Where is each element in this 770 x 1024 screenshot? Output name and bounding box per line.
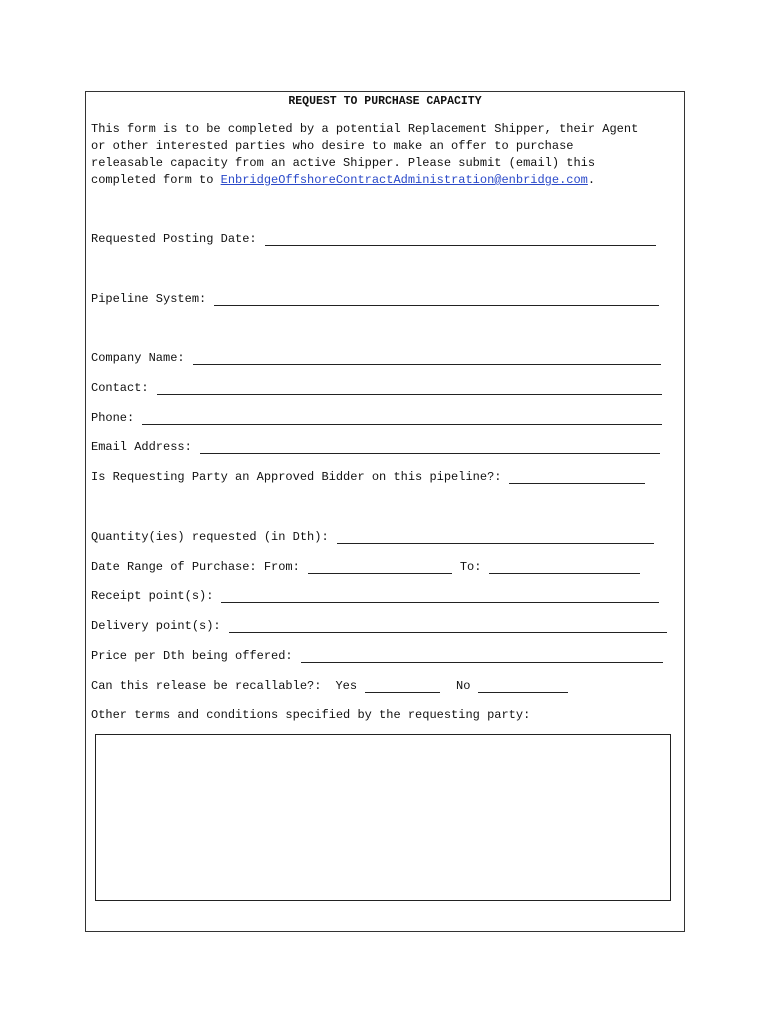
delivery-points-row [91, 619, 667, 633]
email-address-field[interactable] [200, 441, 660, 454]
receipt-points-field[interactable] [221, 590, 659, 603]
posting-date-label: Requested Posting Date: [91, 232, 257, 246]
contact-row [91, 381, 662, 395]
date-range-label: Date Range of Purchase: From: [91, 560, 300, 574]
contact-field[interactable] [157, 382, 662, 395]
receipt-points-row [91, 589, 659, 603]
date-range-row [91, 560, 640, 574]
date-to-field[interactable] [489, 561, 640, 574]
quantity-field[interactable] [337, 531, 654, 544]
email-address-row [91, 440, 660, 454]
recallable-row [91, 679, 568, 693]
delivery-points-label: Delivery point(s): [91, 619, 221, 633]
pipeline-system-label: Pipeline System: [91, 292, 207, 306]
receipt-points-label: Receipt point(s): [91, 589, 214, 603]
company-name-label: Company Name: [91, 351, 185, 365]
approved-bidder-label: Is Requesting Party an Approved Bidder on this pipeline?: [91, 470, 502, 484]
phone-row [91, 411, 662, 425]
contact-label: Contact: [91, 381, 149, 395]
price-row [91, 649, 663, 663]
form-title: REQUEST TO PURCHASE CAPACITY [288, 95, 482, 108]
posting-date-field[interactable] [265, 233, 656, 246]
phone-field[interactable] [142, 412, 662, 425]
recallable-label: Can this release be recallable?: [91, 679, 322, 693]
form-instructions [91, 121, 676, 189]
date-from-field[interactable] [308, 561, 452, 574]
recallable-no-label: No [456, 679, 471, 693]
recallable-yes-label: Yes [335, 679, 358, 693]
price-label: Price per Dth being offered: [91, 649, 293, 663]
instructions-text: This form is to be completed by a potential Replacement Shipper, their Agent or other interested parties who desire to make an offer to purchase releasable capacity from an active Shipper. Please submit (email) this completed form to [91, 122, 639, 187]
pipeline-system-field[interactable] [214, 293, 659, 306]
company-name-row [91, 351, 661, 365]
other-terms-label: Other terms and conditions specified by the requesting party: [91, 708, 531, 722]
price-field[interactable] [301, 650, 663, 663]
email-address-label: Email Address: [91, 440, 192, 454]
recallable-yes-field[interactable] [365, 680, 440, 693]
company-name-field[interactable] [193, 352, 661, 365]
posting-date-row [91, 232, 656, 246]
other-terms-row [91, 708, 530, 722]
instructions-end: . [587, 173, 596, 187]
email-link[interactable]: EnbridgeOffshoreContractAdministration@enbridge.com [220, 173, 588, 187]
recallable-no-field[interactable] [478, 680, 568, 693]
delivery-points-field[interactable] [229, 620, 667, 633]
approved-bidder-field[interactable] [509, 471, 645, 484]
pipeline-system-row [91, 292, 659, 306]
quantity-row [91, 530, 654, 544]
phone-label: Phone: [91, 411, 135, 425]
other-terms-textbox[interactable] [95, 734, 671, 901]
approved-bidder-row [91, 470, 645, 484]
quantity-label: Quantity(ies) requested (in Dth): [91, 530, 329, 544]
date-to-label: To: [459, 560, 482, 574]
